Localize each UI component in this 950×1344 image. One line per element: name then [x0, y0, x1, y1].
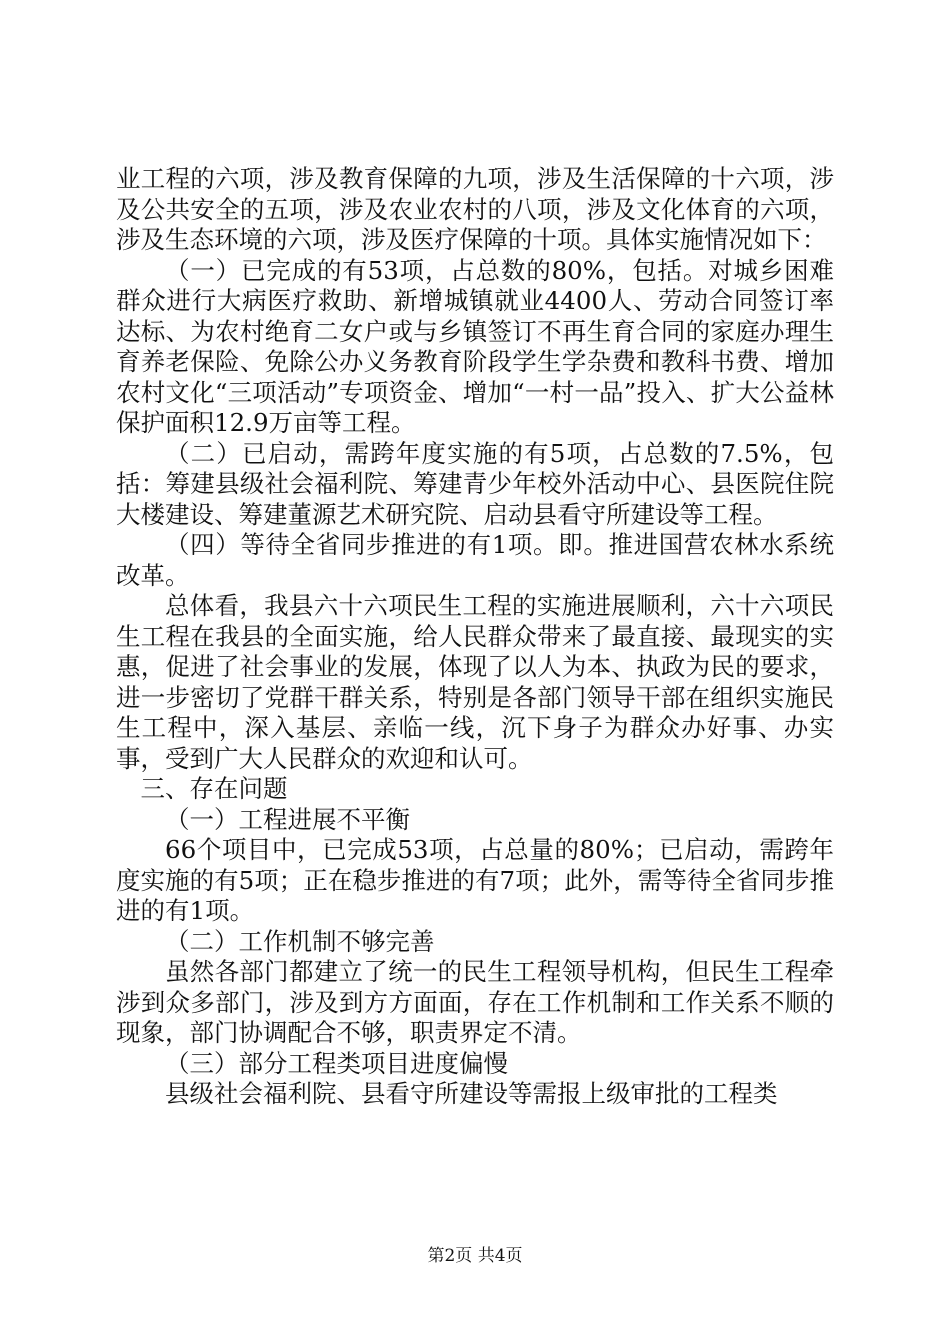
page-number-footer: 第2页 共4页 — [427, 1246, 523, 1266]
subheading-1: （一）工程进展不平衡 — [165, 804, 410, 834]
subheading-3: （三）部分工程类项目进度偏慢 — [165, 1048, 508, 1078]
paragraph-6: 66个项目中，已完成53项，占总量的80%；已启动，需跨年度实施的有5项；正在稳步推进的有7项；此外，需等待全省同步推进的有1项。 — [116, 835, 834, 925]
paragraph-1: 业工程的六项，涉及教育保障的九项，涉及生活保障的十六项，涉及公共安全的五项，涉及农业农村的八项，涉及文化体育的六项，涉及生态环境的六项，涉及医疗保障的十项。具体实施情况如下： — [116, 164, 834, 254]
paragraph-7: 虽然各部门都建立了统一的民生工程领导机构，但民生工程牵涉到众多部门，涉及到方方面面，存在工作机制和工作关系不顺的现象，部门协调配合不够，职责界定不清。 — [116, 957, 834, 1047]
section-heading-problems: 三、存在问题 — [140, 774, 288, 803]
paragraph-5: 总体看，我县六十六项民生工程的实施进展顺利，六十六项民生工程在我县的全面实施，给人民群众带来了最直接、最现实的实惠，促进了社会事业的发展，体现了以人为本、执政为民的要求，进一步密切了党群干群关系，特别是各部门领导干部在组织实施民生工程中，深入基层、亲临一线，沉下身子为群众办好事、办实事，受到广大人民群众的欢迎和认可。 — [116, 591, 834, 773]
paragraph-2: （一）已完成的有53项，占总数的80%，包括。对城乡困难群众进行大病医疗救助、新增城镇就业4400人、劳动合同签订率达标、为农村绝育二女户或与乡镇签订不再生育合同的家庭办理生育养老保险、免除公办义务教育阶段学生学杂费和教科书费、增加农村文化“三项活动”专项资金、增加“一村一品”投入、扩大公益林保护面积12.9万亩等工程。 — [116, 255, 834, 437]
document-body — [116, 164, 834, 1110]
subheading-2: （二）工作机制不够完善 — [165, 926, 435, 956]
paragraph-8: 县级社会福利院、县看守所建设等需报上级审批的工程类 — [165, 1079, 778, 1108]
paragraph-4: （四）等待全省同步推进的有1项。即。推进国营农林水系统改革。 — [116, 530, 834, 590]
paragraph-3: （二）已启动，需跨年度实施的有5项，占总数的7.5%，包括：筹建县级社会福利院、筹建青少年校外活动中心、县医院住院大楼建设、筹建董源艺术研究院、启动县看守所建设等工程。 — [116, 438, 834, 529]
